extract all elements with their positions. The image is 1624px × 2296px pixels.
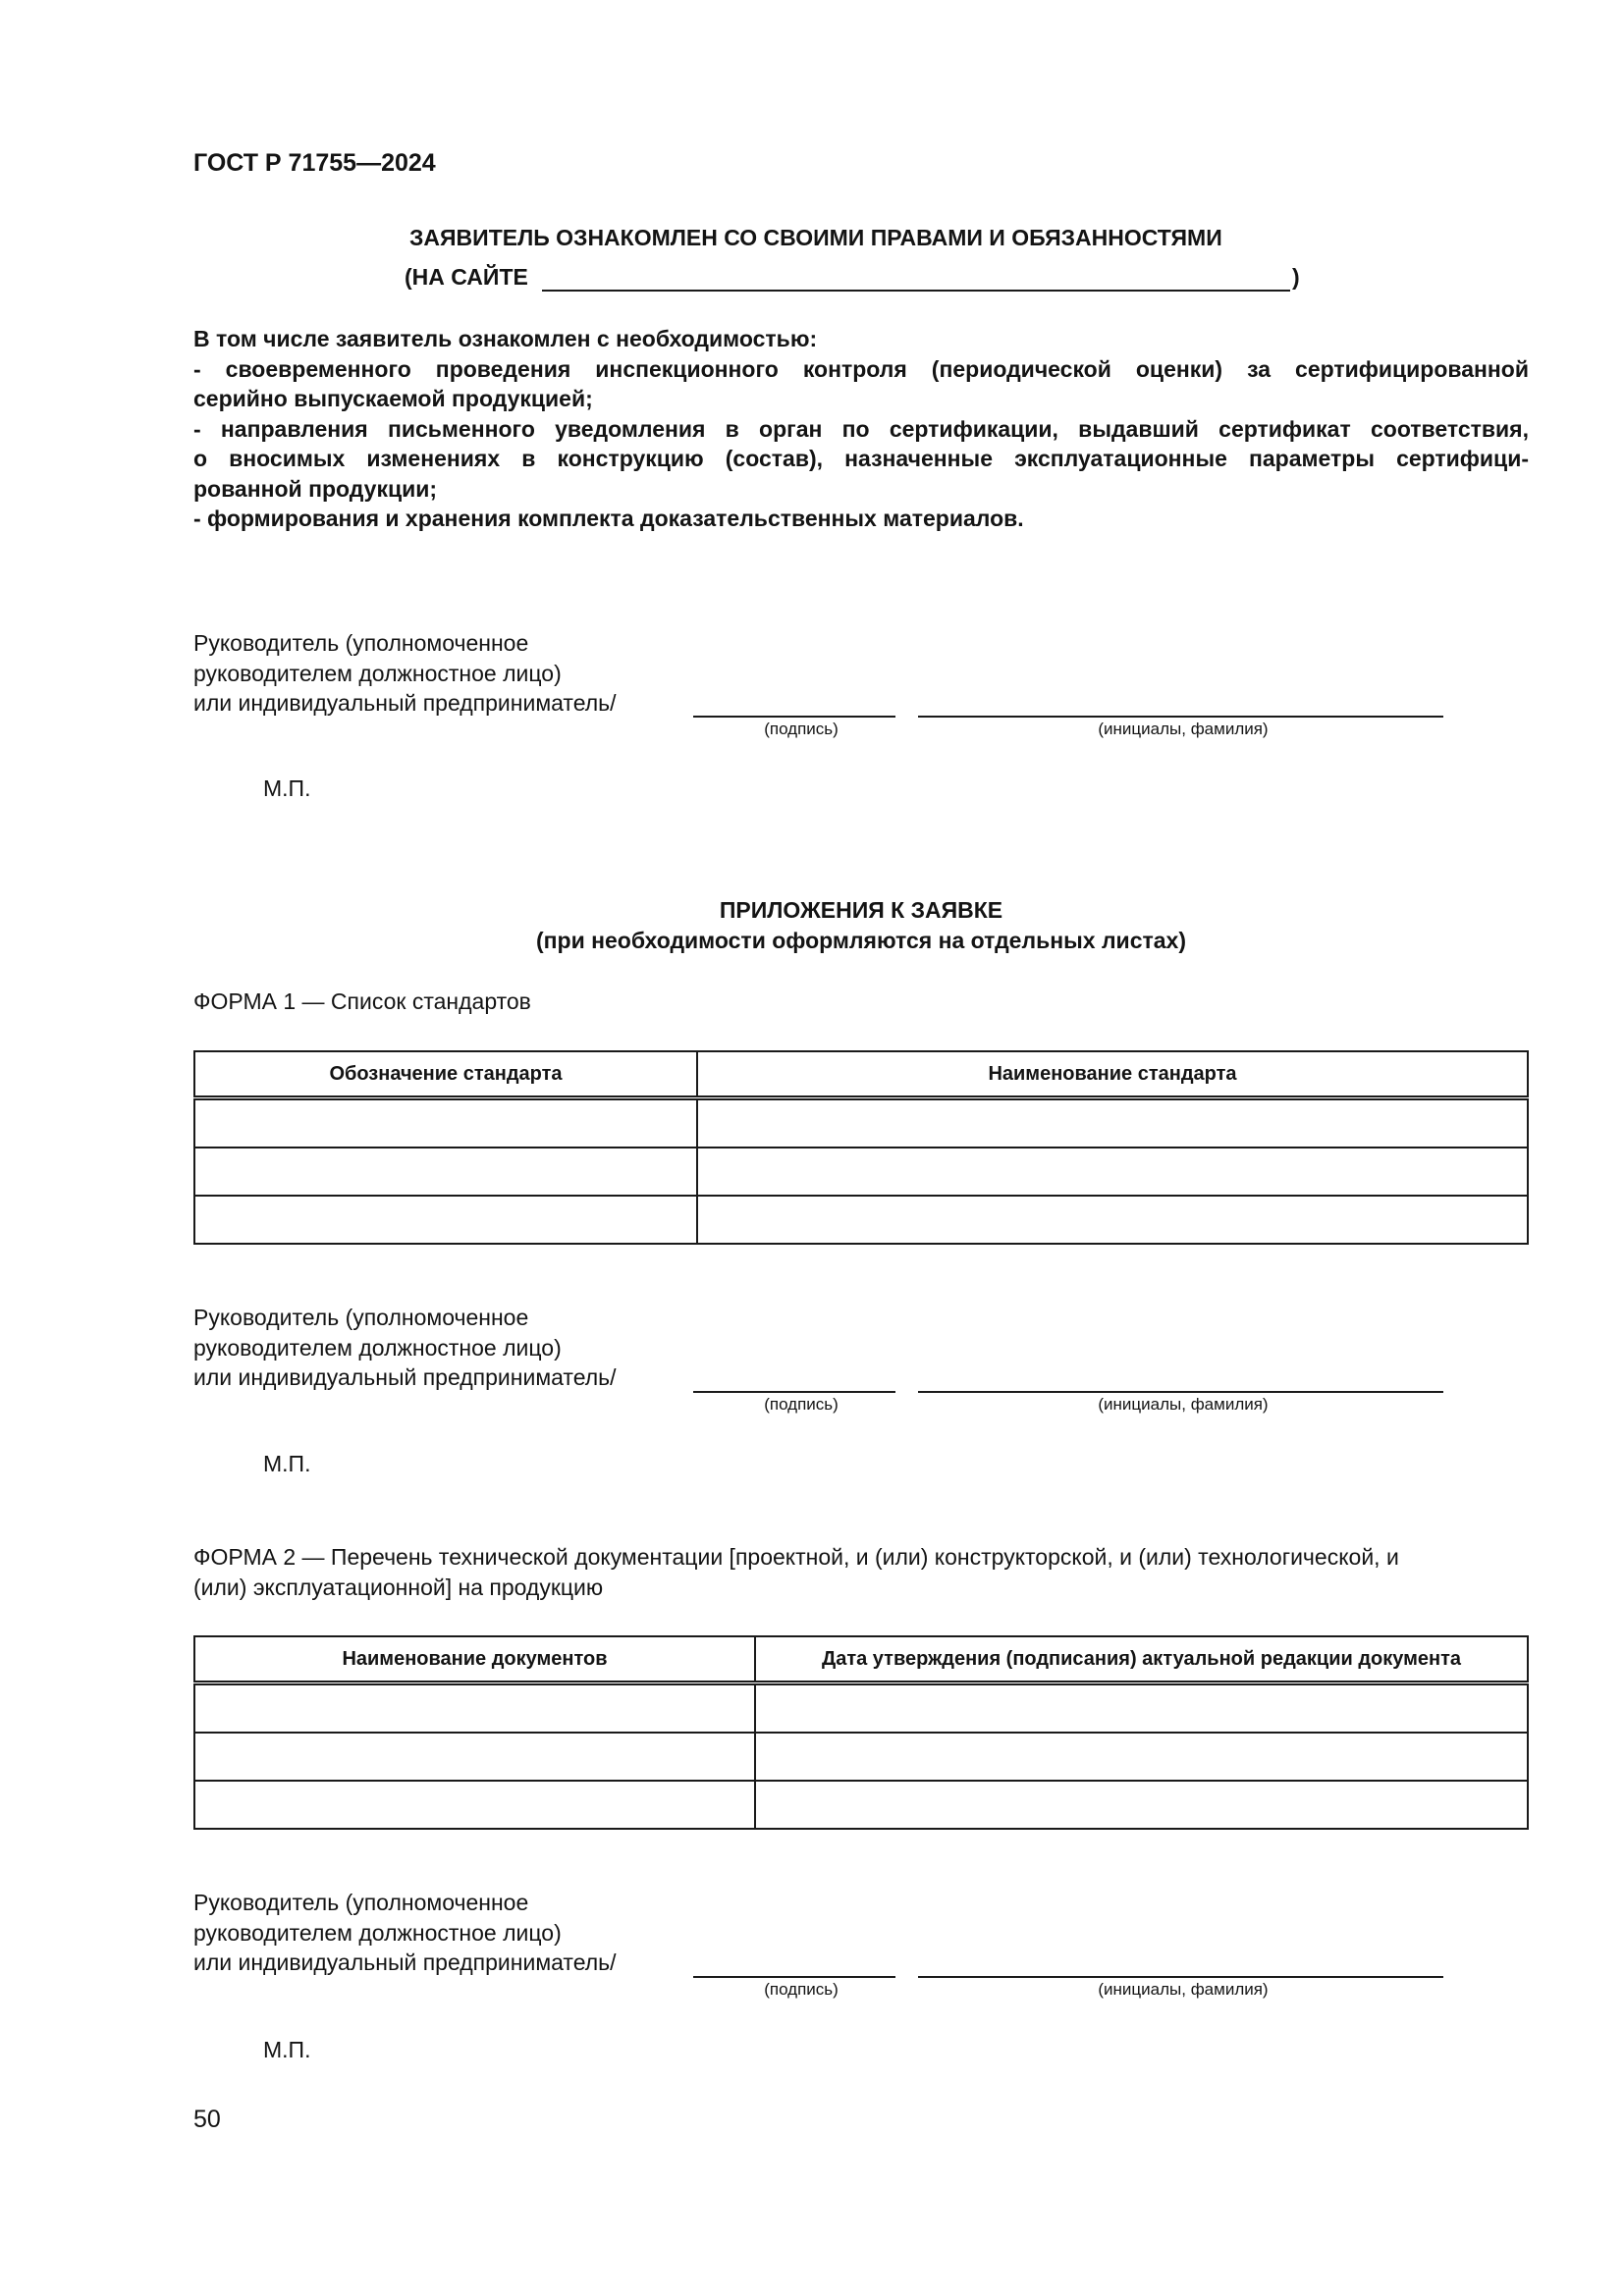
signatory-line-2: руководителем должностное лицо) (193, 660, 562, 686)
form-2-label (193, 1542, 1399, 1603)
notice-item-2-line-2: о вносимых изменениях в конструкцию (состав), назначенные эксплуатационные параметры сертифици- (193, 446, 1529, 471)
form-2-label-line-2: (или) эксплуатационной] на продукцию (193, 1575, 604, 1600)
table-cell[interactable] (697, 1098, 1528, 1148)
table-cell[interactable] (194, 1781, 755, 1829)
stamp-placeholder-3: М.П. (263, 2037, 311, 2062)
signature-line-3[interactable] (693, 1976, 895, 1978)
table-cell[interactable] (697, 1196, 1528, 1244)
notice-item-1-line-2: серийно выпускаемой продукцией; (193, 386, 593, 411)
signatory-line-3: или индивидуальный предприниматель/ (193, 1949, 617, 1975)
stamp-placeholder-1: М.П. (263, 775, 311, 801)
table-row (194, 1781, 1528, 1829)
name-line-3[interactable] (918, 1976, 1443, 1978)
signature-block-2-label (193, 1303, 617, 1393)
signature-block-3-label (193, 1888, 617, 1978)
signature-line-2[interactable] (693, 1391, 895, 1393)
appendix-title: ПРИЛОЖЕНИЯ К ЗАЯВКЕ (719, 897, 1003, 923)
form-1-label: ФОРМА 1 — Список стандартов (193, 988, 531, 1014)
signatory-line-2: руководителем должностное лицо) (193, 1334, 562, 1361)
notice-site-close: ) (1292, 264, 1300, 290)
name-caption-1: (инициалы, фамилия) (1098, 720, 1269, 738)
notice-item-2-line-3: рованной продукции; (193, 475, 438, 502)
signatory-line-3: или индивидуальный предприниматель/ (193, 690, 617, 716)
column-header: Дата утверждения (подписания) актуальной редакции документа (755, 1636, 1528, 1683)
form-1-header-row (194, 1051, 1528, 1098)
page-number: 50 (193, 2106, 221, 2133)
signature-block-1-label (193, 628, 617, 719)
document-code: ГОСТ Р 71755—2024 (193, 149, 436, 177)
signatory-line-2: руководителем должностное лицо) (193, 1919, 562, 1946)
form-2-header-row (194, 1636, 1528, 1683)
appendix-subtitle: (при необходимости оформляются на отдельных листах) (535, 928, 1186, 953)
table-cell[interactable] (194, 1683, 755, 1734)
table-row (194, 1733, 1528, 1781)
notice-title: ЗАЯВИТЕЛЬ ОЗНАКОМЛЕН СО СВОИМИ ПРАВАМИ И ОБЯЗАННОСТЯМИ (409, 225, 1222, 250)
signatory-line-3: или индивидуальный предприниматель/ (193, 1364, 617, 1390)
notice-intro: В том числе заявитель ознакомлен с необходимостью: (193, 326, 818, 351)
signatory-line-1: Руководитель (уполномоченное (193, 1890, 529, 1915)
table-cell[interactable] (755, 1733, 1528, 1781)
column-header: Наименование документов (194, 1636, 755, 1683)
name-caption-2: (инициалы, фамилия) (1098, 1395, 1269, 1414)
notice-body (193, 324, 1529, 534)
table-cell[interactable] (755, 1683, 1528, 1734)
table-cell[interactable] (194, 1098, 697, 1148)
form-2-label-line-1: ФОРМА 2 — Перечень технической документации [проектной, и (или) конструкторской, и (или) технологической, и (193, 1544, 1399, 1570)
notice-site-label: (НА САЙТЕ (405, 264, 528, 290)
signature-caption-3: (подпись) (764, 1980, 839, 1999)
table-row (194, 1148, 1528, 1196)
form-1-table (193, 1050, 1529, 1245)
table-cell[interactable] (755, 1781, 1528, 1829)
name-line-1[interactable] (918, 716, 1443, 718)
name-line-2[interactable] (918, 1391, 1443, 1393)
table-row (194, 1683, 1528, 1734)
table-cell[interactable] (194, 1196, 697, 1244)
signatory-line-1: Руководитель (уполномоченное (193, 630, 529, 656)
name-caption-3: (инициалы, фамилия) (1098, 1980, 1269, 1999)
signature-caption-2: (подпись) (764, 1395, 839, 1414)
form-2-table (193, 1635, 1529, 1830)
table-row (194, 1196, 1528, 1244)
column-header: Наименование стандарта (697, 1051, 1528, 1098)
column-header: Обозначение стандарта (194, 1051, 697, 1098)
site-fill-line[interactable] (542, 290, 1290, 292)
table-row (194, 1098, 1528, 1148)
notice-item-2-line-1: - направления письменного уведомления в орган по сертификации, выдавший сертификат соответствия, (193, 415, 1529, 442)
stamp-placeholder-2: М.П. (263, 1451, 311, 1476)
table-cell[interactable] (194, 1148, 697, 1196)
notice-item-1-line-1: - своевременного проведения инспекционного контроля (периодической оценки) за сертифицированной (193, 355, 1529, 382)
signatory-line-1: Руководитель (уполномоченное (193, 1305, 529, 1330)
signature-line-1[interactable] (693, 716, 895, 718)
table-cell[interactable] (697, 1148, 1528, 1196)
signature-caption-1: (подпись) (764, 720, 839, 738)
notice-item-3: - формирования и хранения комплекта доказательственных материалов. (193, 506, 1024, 531)
table-cell[interactable] (194, 1733, 755, 1781)
